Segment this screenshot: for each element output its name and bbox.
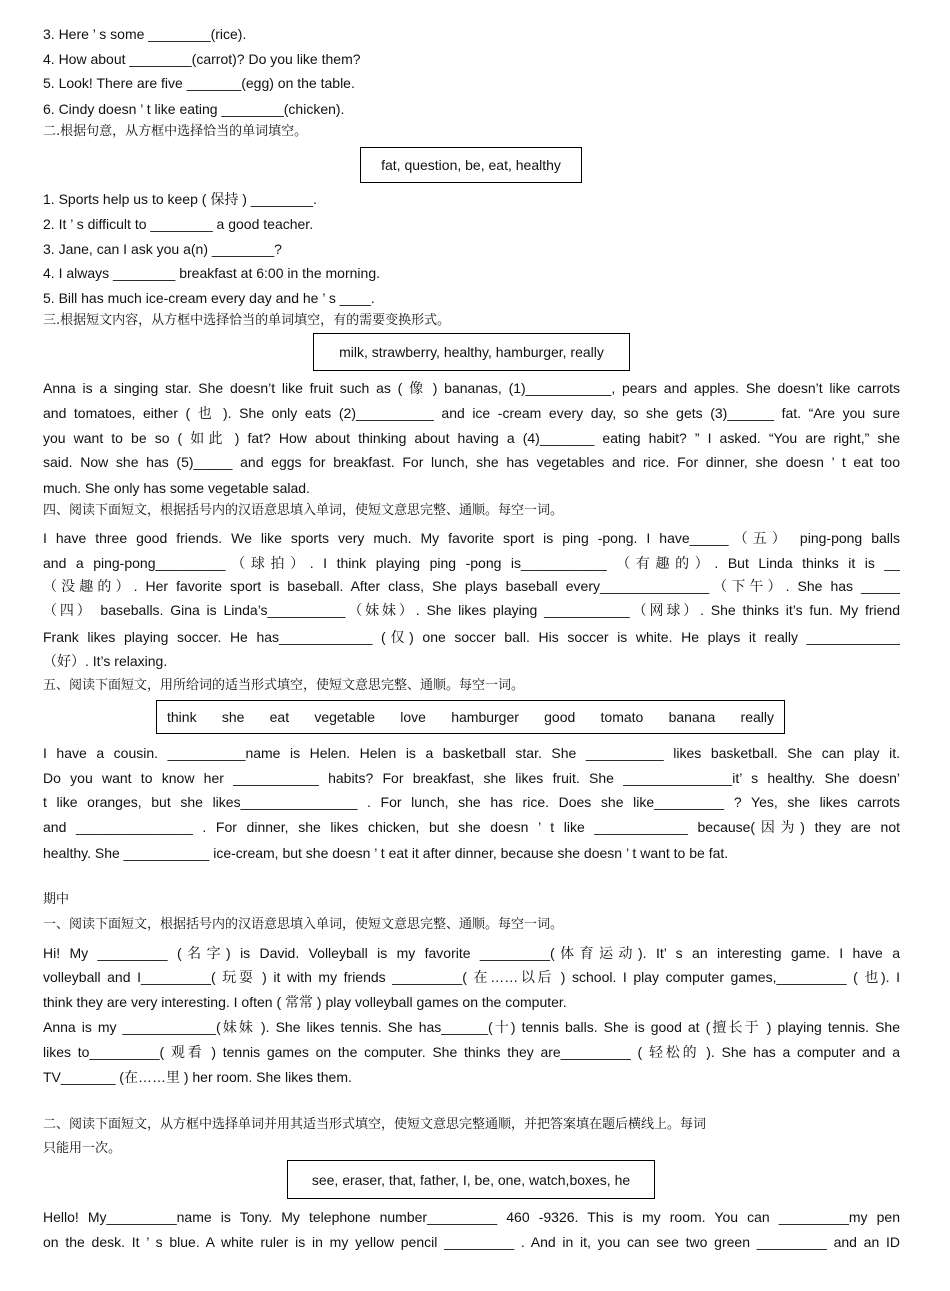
word-box — [156, 700, 785, 734]
passage-line: healthy. She ___________ ice-cream, but she doesn ’ t eat it after dinner, because she doesn ’ t want to be fat. — [43, 845, 729, 861]
passage-line: and _______________ . For dinner, she likes chicken, but she doesn ’ t like ____________ because(因为) they are not — [43, 819, 900, 835]
midterm-title: 期中 — [43, 892, 70, 907]
section-heading: 四、阅读下面短文，根据括号内的汉语意思填入单词，使短文意思完整、通顺。每空一词。 — [43, 503, 564, 518]
box-word: love — [400, 709, 426, 725]
passage-line: said. Now she has (5)_____ and eggs for breakfast. For lunch, she has vegetables and rice. For dinner, she doesn ’ t eat too — [43, 454, 900, 470]
passage-line: TV_______ (在……里 ) her room. She likes them. — [43, 1069, 352, 1085]
passage-line: （好）. It’s relaxing. — [43, 653, 168, 669]
passage-line: and tomatoes, either ( 也 ). She only eats (2)__________ and ice -cream every day, so she gets (3)______ fat. “Are you sure — [43, 405, 900, 421]
box-word: good — [544, 709, 576, 725]
word-box: see, eraser, that, father, I, be, one, watch,boxes, he — [287, 1160, 655, 1199]
passage-line: much. She only has some vegetable salad. — [43, 480, 310, 496]
exercise-line: 4. How about ________(carrot)? Do you like them? — [43, 51, 361, 67]
exercise-line: 5. Look! There are five _______(egg) on the table. — [43, 75, 355, 91]
section-heading: 三.根据短文内容，从方框中选择恰当的单词填空，有的需要变换形式。 — [43, 313, 451, 328]
exercise-line: 4. I always ________ breakfast at 6:00 in the morning. — [43, 265, 380, 281]
passage-line: Do you want to know her ___________ habits? For breakfast, she likes fruit. She ______________it’ s healthy. She doesn’ — [43, 770, 900, 786]
exercise-line: 3. Jane, can I ask you a(n) ________? — [43, 241, 282, 257]
passage-line: you want to be so ( 如此 ) fat? How about thinking about having a (4)_______ eating habit? ” I asked. “You are right,” she — [43, 430, 900, 446]
word-box: fat, question, be, eat, healthy — [360, 147, 582, 183]
box-word: banana — [668, 709, 716, 725]
passage-line: （没趣的）. Her favorite sport is baseball. After class, She plays baseball every______________（下午）. She has _____ — [43, 578, 900, 594]
passage-line: Hello! My_________name is Tony. My telephone number_________ 460 -9326. This is my room. You can _________my pen — [43, 1209, 900, 1225]
passage-line: and a ping-pong_________（球拍）. I think playing ping -pong is___________ （有趣的）. But Linda thinks it is __ — [43, 555, 900, 571]
box-word: really — [740, 709, 774, 725]
box-word: vegetable — [314, 709, 376, 725]
passage-line: Anna is my ____________(妹妹 ). She likes tennis. She has______(十) tennis balls. She is good at (擅长于 ) playing tennis. She — [43, 1019, 900, 1035]
section-heading: 二、阅读下面短文，从方框中选择单词并用其适当形式填空，使短文意思完整通顺，并把答案填在题后横线上。每词 — [43, 1117, 707, 1132]
passage-line: Anna is a singing star. She doesn’t like fruit such as ( 像 ) bananas, (1)___________, pears and apples. She doesn’t like carrots — [43, 380, 900, 396]
exercise-line: 1. Sports help us to keep ( 保持 ) ________. — [43, 191, 317, 207]
box-word: think — [167, 709, 197, 725]
box-word: eat — [269, 709, 290, 725]
exercise-line: 2. It ’ s difficult to ________ a good teacher. — [43, 216, 314, 232]
passage-line: I have three good friends. We like sports very much. My favorite sport is ping -pong. I have_____（五） ping-pong balls — [43, 530, 900, 546]
section-heading: 二.根据句意，从方框中选择恰当的单词填空。 — [43, 124, 308, 139]
passage-line: volleyball and I_________( 玩耍 ) it with my friends _________( 在……以后 ) school. I play computer games,_________ ( 也). I — [43, 969, 900, 985]
passage-line: I have a cousin. __________name is Helen. Helen is a basketball star. She __________ likes basketball. She can play it. — [43, 745, 900, 761]
passage-line: think they are very interesting. I often ( 常常 ) play volleyball games on the computer. — [43, 994, 567, 1010]
box-word: hamburger — [451, 709, 519, 725]
exercise-line: 3. Here ’ s some ________(rice). — [43, 26, 247, 42]
passage-line: （四） baseballs. Gina is Linda’s__________（妹妹）. She likes playing ___________（网球）. She thinks it’s fun. My friend — [43, 602, 900, 618]
section-heading: 五、阅读下面短文，用所给词的适当形式填空，使短文意思完整、通顺。每空一词。 — [43, 678, 525, 693]
box-word: she — [221, 709, 245, 725]
passage-line: t like oranges, but she likes_______________ . For lunch, she has rice. Does she like_________ ? Yes, she likes carrots — [43, 794, 900, 810]
passage-line: likes to_________( 观看 ) tennis games on the computer. She thinks they are_________ ( 轻松的 ). She has a computer and a — [43, 1044, 900, 1060]
box-word: tomato — [600, 709, 644, 725]
passage-line: Hi! My _________ (名字) is David. Volleyball is my favorite _________(体育运动). It’ s an interesting game. I have a — [43, 945, 900, 961]
exercise-line: 5. Bill has much ice-cream every day and he ’ s ____. — [43, 290, 375, 306]
section-heading: 只能用一次。 — [43, 1141, 122, 1156]
section-heading: 一、阅读下面短文，根据括号内的汉语意思填入单词，使短文意思完整、通顺。每空一词。 — [43, 917, 564, 932]
passage-line: Frank likes playing soccer. He has____________ (仅) one soccer ball. His soccer is white. He plays it really ____________ — [43, 629, 900, 645]
exercise-line: 6. Cindy doesn ’ t like eating ________(chicken). — [43, 101, 345, 117]
word-box: milk, strawberry, healthy, hamburger, really — [313, 333, 630, 371]
passage-line: on the desk. It ’ s blue. A white ruler is in my yellow pencil _________ . And in it, you can see two green _________ and an ID — [43, 1234, 900, 1250]
